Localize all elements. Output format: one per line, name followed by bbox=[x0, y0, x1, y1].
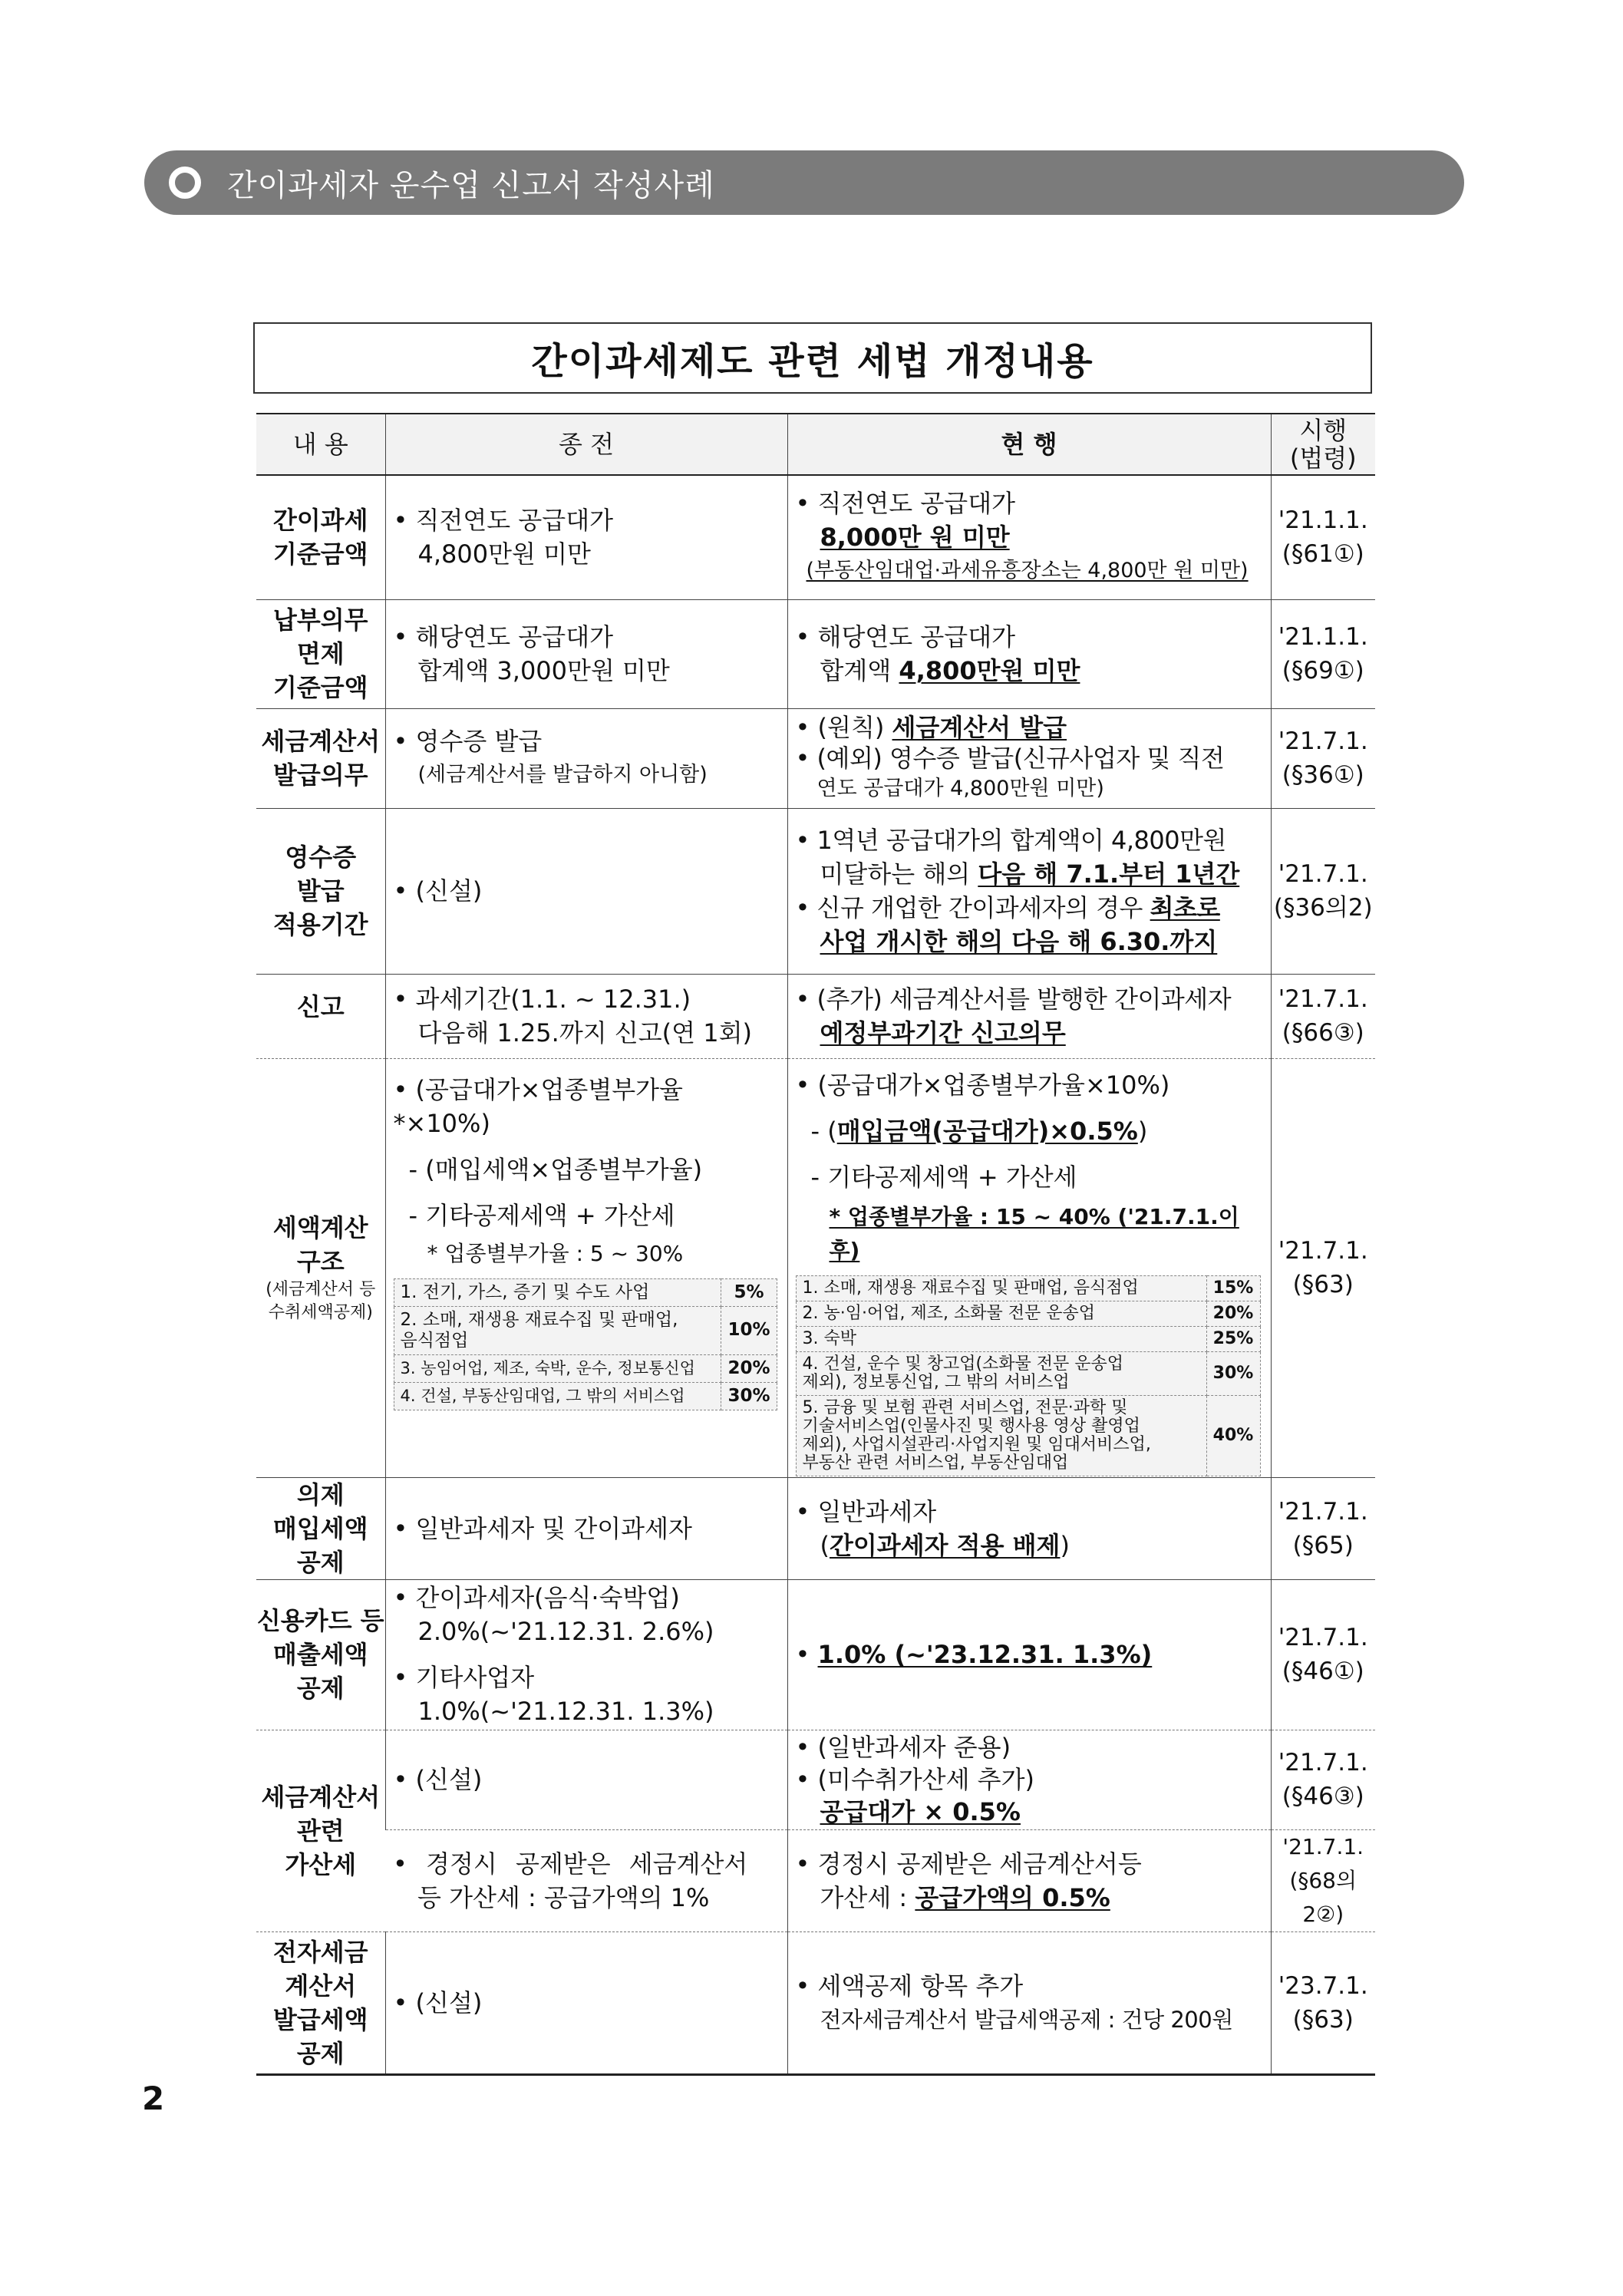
cell-text: • (추가) 세금계산서를 발행한 간이과세자 bbox=[795, 985, 1232, 1014]
table-row bbox=[256, 1931, 1375, 2074]
table-row bbox=[256, 1058, 1375, 1477]
header-content: 내 용 bbox=[256, 414, 385, 475]
table-row bbox=[256, 974, 1375, 1058]
cell-text: • (신설) bbox=[393, 876, 483, 906]
category-text: 세액계산 구조 bbox=[272, 1213, 368, 1276]
before-cell bbox=[385, 599, 787, 708]
table-header-row bbox=[256, 414, 1375, 475]
cell-text: • 기타사업자 bbox=[393, 1663, 535, 1692]
row-category: 영수증 발급 적용기간 bbox=[256, 808, 385, 974]
table-row bbox=[256, 708, 1375, 808]
cell-text: 2.0%(~'21.12.31. 2.6%) bbox=[417, 1617, 714, 1646]
table-row bbox=[256, 1829, 1375, 1931]
current-cell bbox=[787, 1730, 1271, 1829]
rate-row bbox=[796, 1351, 1260, 1395]
table-row bbox=[256, 1477, 1375, 1579]
cell-text: • (원칙) bbox=[795, 713, 892, 742]
circle-bullet-icon bbox=[169, 167, 201, 199]
cell-text: • 일반과세자 및 간이과세자 bbox=[393, 1513, 692, 1543]
cell-text: 합계액 bbox=[820, 656, 899, 685]
cell-text: • (신설) bbox=[393, 1988, 483, 2017]
before-cell bbox=[385, 974, 787, 1058]
header-current: 현 행 bbox=[787, 414, 1271, 475]
rate-row bbox=[394, 1306, 777, 1354]
current-cell bbox=[787, 1931, 1271, 2074]
rate-row bbox=[796, 1395, 1260, 1476]
cell-text: • 해당연도 공급대가 bbox=[393, 622, 614, 652]
rate-row bbox=[796, 1301, 1260, 1326]
rate-name: 2. 농·임·어업, 제조, 소화물 전문 운송업 bbox=[796, 1301, 1206, 1326]
row-category: 신용카드 등 매출세액 공제 bbox=[256, 1579, 385, 1730]
header-before: 종 전 bbox=[385, 414, 787, 475]
law-ref: '21.7.1. (§36①) bbox=[1271, 708, 1375, 808]
rate-pct: 30% bbox=[721, 1382, 777, 1410]
cell-text: 예정부과기간 신고의무 bbox=[820, 1018, 1066, 1047]
cell-text: 공급대가 × 0.5% bbox=[820, 1797, 1021, 1826]
cell-text: 8,000만 원 미만 bbox=[820, 523, 1010, 553]
cell-text: • (예외) 영수증 발급(신규사업자 및 직전 bbox=[795, 744, 1225, 773]
rate-row bbox=[394, 1354, 777, 1382]
cell-text: • (미수취가산세 추가) bbox=[795, 1765, 1034, 1794]
cell-text: 4,800만원 미만 bbox=[899, 656, 1080, 685]
rate-name: 1. 소매, 재생용 재료수집 및 판매업, 음식점업 bbox=[796, 1275, 1206, 1301]
cell-text: 다음해 1.25.까지 신고(연 1회) bbox=[417, 1018, 752, 1047]
cell-text: • 신규 개업한 간이과세자의 경우 bbox=[795, 893, 1150, 922]
cell-text: 다음 해 7.1.부터 1년간 bbox=[978, 859, 1240, 889]
rate-row bbox=[796, 1275, 1260, 1301]
cell-text: • 경정시 공제받은 세금계산서 bbox=[393, 1849, 748, 1879]
law-ref: '23.7.1. (§63) bbox=[1271, 1931, 1375, 2074]
cell-text: • 세액공제 항목 추가 bbox=[795, 1971, 1024, 2001]
rate-row bbox=[394, 1278, 777, 1306]
cell-text: • bbox=[795, 1640, 818, 1669]
cell-text: - (매입세액×업종별부가율) bbox=[408, 1154, 703, 1184]
cell-text: - ( bbox=[810, 1116, 837, 1146]
current-rate-table bbox=[796, 1275, 1261, 1476]
cell-text: • (일반과세자 준용) bbox=[795, 1733, 1011, 1762]
before-cell bbox=[385, 1477, 787, 1579]
rate-name: 1. 전기, 가스, 증기 및 수도 사업 bbox=[394, 1278, 721, 1306]
cell-text: • (공급대가×업종별부가율*×10%) bbox=[393, 1074, 683, 1138]
cell-text: • 1역년 공급대가의 합계액이 4,800만원 bbox=[795, 826, 1226, 855]
rate-pct: 20% bbox=[721, 1354, 777, 1382]
cell-text: • 영수증 발급 bbox=[393, 727, 543, 756]
cell-text: 미달하는 해의 bbox=[820, 859, 978, 889]
cell-text: • 일반과세자 bbox=[795, 1496, 937, 1526]
table-row bbox=[256, 1579, 1375, 1730]
table-row bbox=[256, 475, 1375, 599]
before-cell bbox=[385, 1829, 787, 1931]
rate-pct: 40% bbox=[1206, 1395, 1260, 1476]
header-effective bbox=[1271, 414, 1375, 475]
before-cell bbox=[385, 1730, 787, 1829]
table-row bbox=[256, 808, 1375, 974]
current-cell bbox=[787, 808, 1271, 974]
table-row bbox=[256, 1730, 1375, 1829]
cell-text: • 과세기간(1.1. ~ 12.31.) bbox=[393, 985, 691, 1014]
cell-text: ) bbox=[1137, 1116, 1148, 1146]
cell-text: 사업 개시한 해의 다음 해 6.30.까지 bbox=[820, 927, 1218, 956]
current-cell bbox=[787, 1829, 1271, 1931]
rate-pct: 15% bbox=[1206, 1275, 1260, 1301]
row-category: 의제 매입세액 공제 bbox=[256, 1477, 385, 1579]
rate-pct: 20% bbox=[1206, 1301, 1260, 1326]
rate-row bbox=[394, 1382, 777, 1410]
page-title: 간이과세제도 관련 세법 개정내용 bbox=[253, 322, 1372, 394]
cell-text: 합계액 3,000만원 미만 bbox=[417, 656, 670, 685]
current-cell bbox=[787, 1477, 1271, 1579]
banner-title: 간이과세자 운수업 신고서 작성사례 bbox=[227, 167, 715, 203]
row-category: 신고 bbox=[256, 974, 385, 1058]
cell-text: 연도 공급대가 4,800만원 미만) bbox=[816, 777, 1104, 800]
row-category bbox=[256, 1058, 385, 1477]
row-category: 전자세금 계산서 발급세액 공제 bbox=[256, 1931, 385, 2074]
law-ref: '21.1.1. (§61①) bbox=[1271, 475, 1375, 599]
cell-text: 간이과세자 적용 배제 bbox=[829, 1530, 1061, 1560]
cell-text: (세금계산서를 발급하지 아니함) bbox=[417, 763, 708, 787]
before-cell bbox=[385, 1931, 787, 2074]
rate-name: 2. 소매, 재생용 재료수집 및 판매업, 음식점업 bbox=[394, 1306, 721, 1354]
cell-text: • (신설) bbox=[393, 1765, 483, 1794]
before-cell bbox=[385, 1058, 787, 1477]
rate-pct: 25% bbox=[1206, 1326, 1260, 1351]
cell-text: 매입금액(공급대가)×0.5% bbox=[836, 1116, 1138, 1146]
current-cell bbox=[787, 974, 1271, 1058]
law-ref: '21.7.1. (§46①) bbox=[1271, 1579, 1375, 1730]
rate-row bbox=[796, 1326, 1260, 1351]
row-category: 세금계산서 발급의무 bbox=[256, 708, 385, 808]
row-category: 납부의무 면제 기준금액 bbox=[256, 599, 385, 708]
law-ref: '21.1.1. (§69①) bbox=[1271, 599, 1375, 708]
current-cell bbox=[787, 1579, 1271, 1730]
current-cell bbox=[787, 475, 1271, 599]
cell-text: • 직전연도 공급대가 bbox=[393, 506, 614, 536]
cell-text: 4,800만원 미만 bbox=[417, 539, 591, 569]
current-cell bbox=[787, 708, 1271, 808]
row-category: 세금계산서 관련 가산세 bbox=[256, 1730, 385, 1931]
cell-text: - 기타공제세액 + 가산세 bbox=[810, 1162, 1077, 1192]
cell-text: 세금계산서 발급 bbox=[892, 713, 1067, 742]
cell-text: 최초로 bbox=[1150, 893, 1220, 922]
before-cell bbox=[385, 1579, 787, 1730]
row-category: 간이과세 기준금액 bbox=[256, 475, 385, 599]
cell-text: ) bbox=[1060, 1530, 1070, 1560]
rate-pct: 10% bbox=[721, 1306, 777, 1354]
cell-text: • (공급대가×업종별부가율×10%) bbox=[795, 1070, 1170, 1100]
law-ref: '21.7.1. (§46③) bbox=[1271, 1730, 1375, 1829]
cell-text: 가산세 : bbox=[820, 1882, 915, 1912]
rate-name: 5. 금융 및 보험 관련 서비스업, 전문·과학 및 기술서비스업(인물사진 및 행사용 영상 촬영업 제외), 사업시설관리·사업지원 및 임대서비스업, 부동산 관련 서비스업, 부동산임대업 bbox=[796, 1395, 1206, 1476]
cell-text: 공급가액의 0.5% bbox=[915, 1882, 1110, 1912]
cell-text: • 직전연도 공급대가 bbox=[795, 489, 1016, 519]
cell-text: 전자세금계산서 발급세액공제 : 건당 200원 bbox=[820, 2006, 1233, 2033]
before-cell bbox=[385, 475, 787, 599]
law-ref: '21.7.1. (§68의2②) bbox=[1271, 1829, 1375, 1931]
header-effective-text: 시행 (법령) bbox=[1289, 416, 1357, 473]
cell-text: 등 가산세 : 공급가액의 1% bbox=[417, 1882, 710, 1912]
category-sub: (세금계산서 등 수취세액공제) bbox=[266, 1280, 376, 1322]
law-ref: '21.7.1. (§66③) bbox=[1271, 974, 1375, 1058]
revision-table bbox=[256, 413, 1375, 2076]
cell-text: - 기타공제세액 + 가산세 bbox=[408, 1200, 675, 1230]
before-cell bbox=[385, 808, 787, 974]
cell-text: * 업종별부가율 : 15 ~ 40% ('21.7.1.이후) bbox=[829, 1203, 1239, 1263]
table-row bbox=[256, 599, 1375, 708]
cell-text: ( bbox=[820, 1530, 830, 1560]
current-cell bbox=[787, 1058, 1271, 1477]
cell-text: 1.0%(~'21.12.31. 1.3%) bbox=[417, 1697, 714, 1726]
cell-text: • 경정시 공제받은 세금계산서등 bbox=[795, 1849, 1142, 1879]
section-banner bbox=[144, 150, 1464, 215]
cell-text: • 간이과세자(음식·숙박업) bbox=[393, 1583, 680, 1612]
rate-name: 4. 건설, 운수 및 창고업(소화물 전문 운송업 제외), 정보통신업, 그 밖의 서비스업 bbox=[796, 1351, 1206, 1395]
rate-name: 3. 농임어업, 제조, 숙박, 운수, 정보통신업 bbox=[394, 1354, 721, 1382]
cell-text: * 업종별부가율 : 5 ~ 30% bbox=[427, 1240, 684, 1266]
cell-text: (부동산임대업·과세유흥장소는 4,800만 원 미만) bbox=[806, 559, 1249, 583]
before-cell bbox=[385, 708, 787, 808]
law-ref: '21.7.1. (§65) bbox=[1271, 1477, 1375, 1579]
law-ref: '21.7.1. (§63) bbox=[1271, 1058, 1375, 1477]
cell-text: • 해당연도 공급대가 bbox=[795, 622, 1016, 652]
law-ref: '21.7.1. (§36의2) bbox=[1271, 808, 1375, 974]
page-number: 2 bbox=[142, 2080, 165, 2117]
cell-text: 1.0% (~'23.12.31. 1.3%) bbox=[817, 1640, 1153, 1669]
rate-pct: 5% bbox=[721, 1278, 777, 1306]
before-rate-table bbox=[394, 1278, 777, 1410]
current-cell bbox=[787, 599, 1271, 708]
rate-name: 4. 건설, 부동산임대업, 그 밖의 서비스업 bbox=[394, 1382, 721, 1410]
rate-name: 3. 숙박 bbox=[796, 1326, 1206, 1351]
rate-pct: 30% bbox=[1206, 1351, 1260, 1395]
